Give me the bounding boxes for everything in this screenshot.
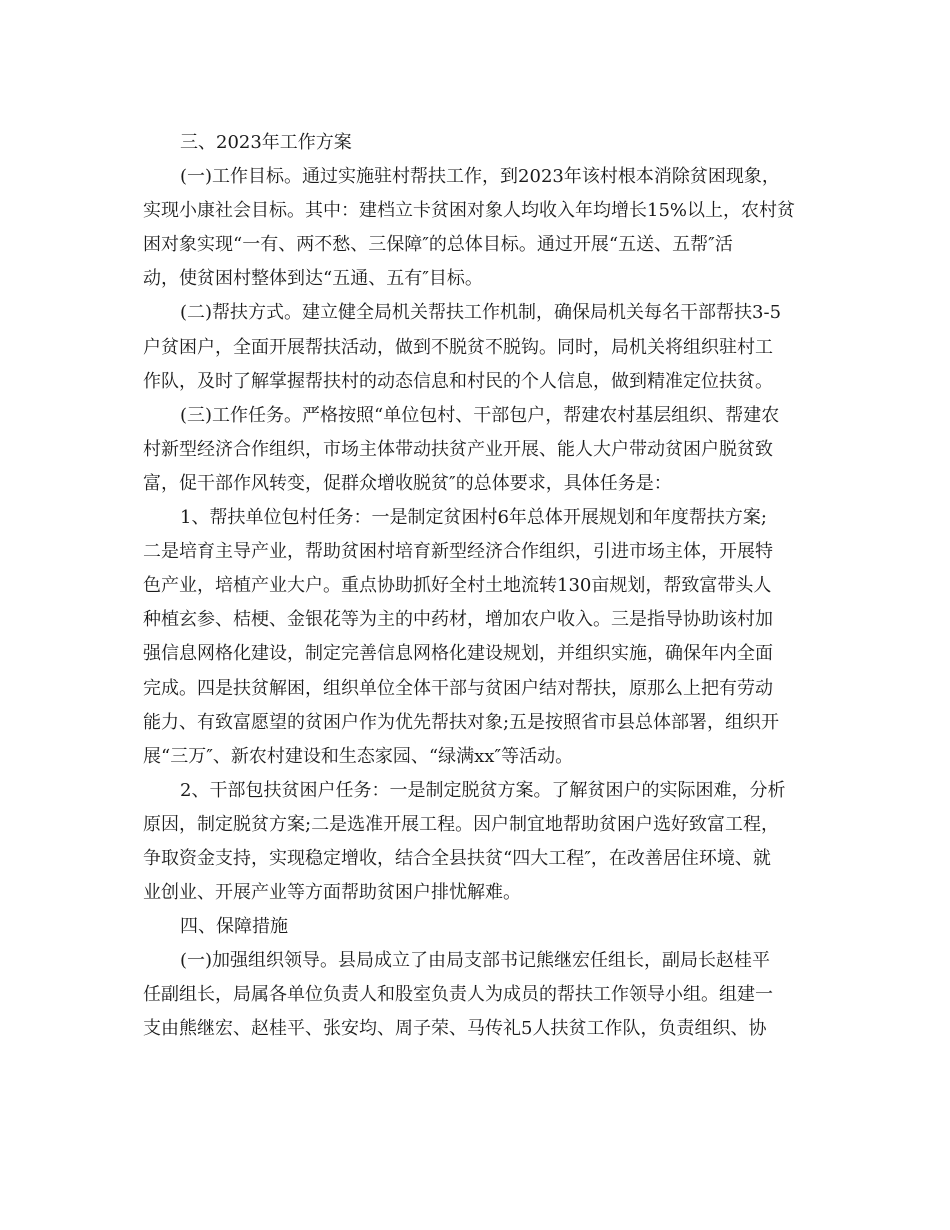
text-line: 展“三万″、新农村建设和生态家园、“绿满xx″等活动。: [143, 745, 574, 767]
text-line: 二是培育主导产业，帮助贫困村培育新型经济合作组织，引进市场主体，开展特: [143, 541, 773, 563]
text-line: 户贫困户，全面开展帮扶活动，做到不脱贫不脱钩。同时，局机关将组织驻村工: [143, 336, 773, 358]
text-line: 村新型经济合作组织，市场主体带动扶贫产业开展、能人大户带动贫困户脱贫致: [143, 438, 773, 460]
text-line: 能力、有致富愿望的贫困户作为优先帮扶对象;五是按照省市县总体部署，组织开: [143, 711, 780, 733]
text-line: 完成。四是扶贫解困，组织单位全体干部与贫困户结对帮扶，原那么上把有劳动: [143, 677, 773, 699]
text-line: (三)工作任务。严格按照“单位包村、干部包户，帮建农村基层组织、帮建农: [180, 404, 780, 426]
text-line: 四、保障措施: [180, 916, 288, 938]
text-line: 强信息网格化建设，制定完善信息网格化建设规划，并组织实施，确保年内全面: [143, 643, 773, 665]
text-line: (二)帮扶方式。建立健全局机关帮扶工作机制，确保局机关每名干部帮扶3-5: [180, 302, 782, 324]
text-line: 困对象实现“一有、两不愁、三保障″的总体目标。通过开展“五送、五帮″活: [143, 234, 733, 256]
text-line: (一)加强组织领导。县局成立了由局支部书记熊继宏任组长，副局长赵桂平: [180, 950, 771, 972]
text-line: 种植玄参、桔梗、金银花等为主的中药材，增加农户收入。三是指导协助该村加: [143, 609, 773, 631]
text-line: 原因，制定脱贫方案;二是选准开展工程。因户制宜地帮助贫困户选好致富工程，: [143, 813, 780, 835]
text-line: 富，促干部作风转变，促群众增收脱贫″的总体要求，具体任务是：: [143, 472, 672, 494]
text-line: (一)工作目标。通过实施驻村帮扶工作，到2023年该村根本消除贫困现象，: [180, 166, 780, 188]
text-line: 2、干部包扶贫困户任务：一是制定脱贫方案。了解贫困户的实际困难，分析: [180, 779, 786, 801]
text-line: 动，使贫困村整体到达“五通、五有″目标。: [143, 268, 483, 290]
text-line: 三、2023年工作方案: [180, 132, 352, 153]
text-line: 1、帮扶单位包村任务：一是制定贫困村6年总体开展规划和年度帮扶方案;: [180, 507, 767, 529]
text-line: 争取资金支持，实现稳定增收，结合全县扶贫“四大工程″，在改善居住环境、就: [143, 847, 771, 869]
document-page: [143, 126, 811, 1047]
text-line: 色产业，培植产业大户。重点协助抓好全村土地流转130亩规划，帮致富带头人: [143, 575, 772, 597]
text-line: 支由熊继宏、赵桂平、张安均、周子荣、马传礼5人扶贫工作队，负责组织、协: [143, 1018, 767, 1040]
text-line: 业创业、开展产业等方面帮助贫困户排忧解难。: [143, 882, 521, 904]
text-line: 任副组长，局属各单位负责人和股室负责人为成员的帮扶工作领导小组。组建一: [143, 984, 773, 1006]
text-line: 实现小康社会目标。其中：建档立卡贫困对象人均收入年均增长15%以上，农村贫: [143, 200, 796, 222]
text-line: 作队，及时了解掌握帮扶村的动态信息和村民的个人信息，做到精准定位扶贫。: [143, 370, 773, 392]
